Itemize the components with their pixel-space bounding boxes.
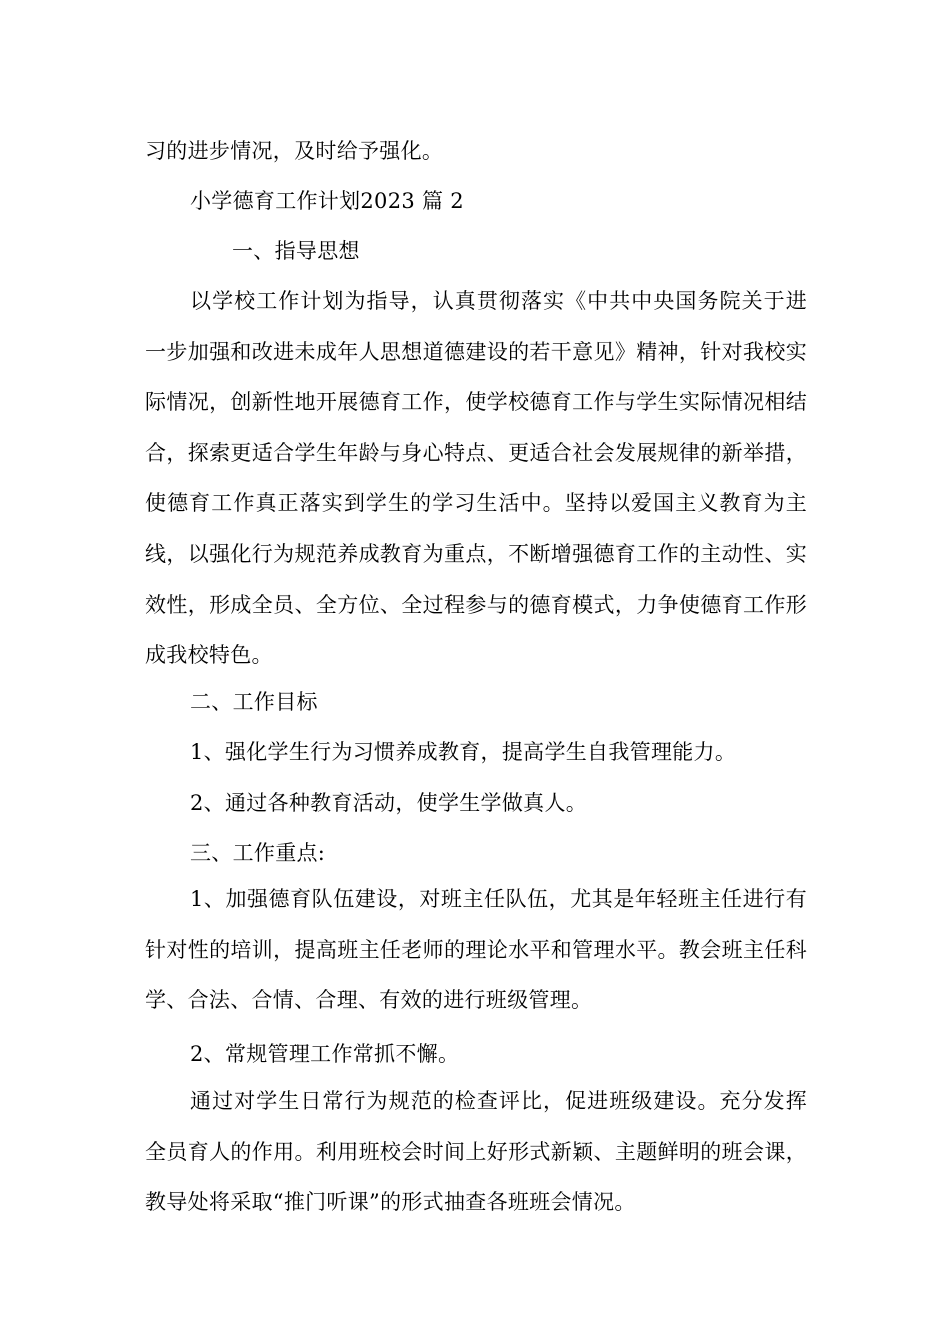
paragraph-guiding-thought: 以学校工作计划为指导，认真贯彻落实《中共中央国务院关于进一步加强和改进未成年人思想道德建设的若干意见》精神，针对我校实际情况，创新性地开展德育工作，使学校德育工作与学生实际情况相结合，探索更适合学生年龄与身心特点、更适合社会发展规律的新举措，使德育工作真正落实到学生的学习生活中。坚持以爱国主义教育为主线，以强化行为规范养成教育为重点，不断增强德育工作的主动性、实效性，形成全员、全方位、全过程参与的德育模式，力争使德育工作形成我校特色。 (145, 289, 807, 668)
paragraph-routine-management: 通过对学生日常行为规范的检查评比，促进班级建设。充分发挥全员育人的作用。利用班校会时间上好形式新颖、主题鲜明的班会课，教导处将采取“推门听课”的形式抽查各班班会情况。 (145, 1089, 807, 1215)
heading-work-focus: 三、工作重点: (190, 841, 326, 865)
focus-item-1: 1、加强德育队伍建设，对班主任队伍，尤其是年轻班主任进行有针对性的培训，提高班主任老师的理论水平和管理水平。教会班主任科学、合法、合情、合理、有效的进行班级管理。 (145, 887, 807, 1013)
goal-item-1: 1、强化学生行为习惯养成教育，提高学生自我管理能力。 (190, 740, 737, 764)
focus-item-2: 2、常规管理工作常抓不懈。 (190, 1042, 460, 1066)
paragraph-continuation: 习的进步情况，及时给予强化。 (145, 139, 444, 163)
goal-item-2: 2、通过各种教育活动，使学生学做真人。 (190, 791, 588, 815)
heading-work-goals: 二、工作目标 (190, 690, 318, 714)
heading-guiding-thought: 一、指导思想 (232, 239, 360, 263)
section-title: 小学德育工作计划2023 篇 2 (190, 189, 464, 213)
